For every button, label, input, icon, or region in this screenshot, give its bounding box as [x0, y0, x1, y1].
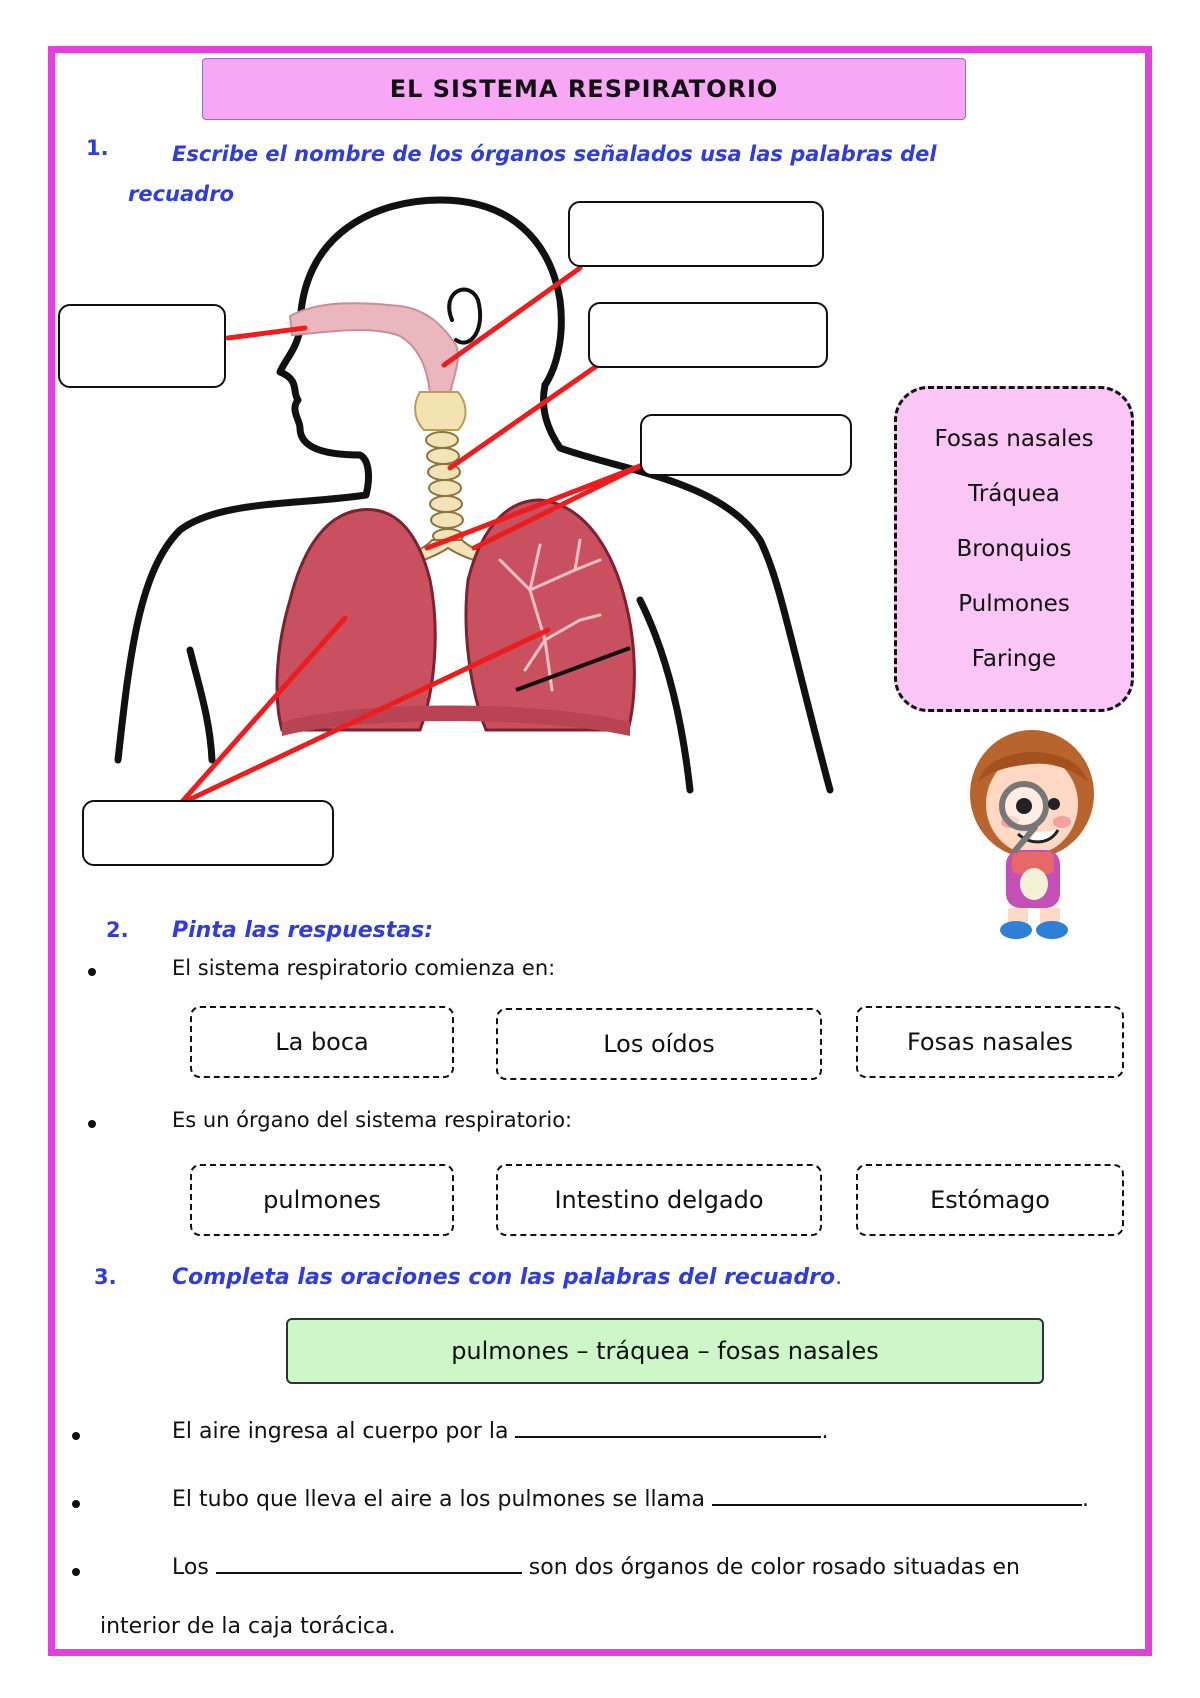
question-1-number: 1. [86, 136, 109, 160]
sentence-2-blank[interactable] [712, 1486, 1082, 1506]
sentence-1-end: . [821, 1419, 829, 1444]
bullet [72, 1568, 80, 1576]
sentence-3-text-start: Los [172, 1555, 209, 1580]
answer-box-nasal[interactable] [58, 304, 226, 388]
sentence-3 [172, 1554, 1020, 1580]
sentence-3-blank[interactable] [216, 1554, 522, 1574]
sentence-2 [172, 1486, 1089, 1512]
question-3-number: 3. [94, 1265, 117, 1289]
question-2-statement-2: Es un órgano del sistema respiratorio: [172, 1108, 573, 1132]
question-3-period: . [835, 1265, 843, 1290]
word-box [894, 386, 1134, 712]
option-intestino-delgado[interactable]: Intestino delgado [496, 1164, 822, 1236]
girl-with-magnifier-illustration [948, 722, 1118, 944]
sentence-1-text: El aire ingresa al cuerpo por la [172, 1419, 509, 1444]
sentence-2-end: . [1081, 1487, 1089, 1512]
sentence-1-blank[interactable] [515, 1418, 821, 1438]
bullet [72, 1500, 80, 1508]
word-box-item: Pulmones [958, 590, 1070, 617]
answer-box-trachea[interactable] [588, 302, 828, 368]
word-box-item: Faringe [971, 645, 1057, 672]
page-title: EL SISTEMA RESPIRATORIO [202, 58, 966, 120]
option-los-oidos[interactable]: Los oídos [496, 1008, 822, 1080]
bullet [88, 968, 96, 976]
sentence-3-text-end: son dos órganos de color rosado situadas en [528, 1555, 1021, 1580]
word-bank: pulmones – tráquea – fosas nasales [286, 1318, 1044, 1384]
word-box-item: Bronquios [956, 535, 1072, 562]
question-1-text: Escribe el nombre de los órganos señalados usa las palabras del recuadro [128, 142, 937, 206]
option-fosas-nasales[interactable]: Fosas nasales [856, 1006, 1124, 1078]
answer-box-lungs[interactable] [82, 800, 334, 866]
question-2-statement-1: El sistema respiratorio comienza en: [172, 956, 556, 980]
sentence-3-continuation: interior de la caja torácica. [100, 1614, 396, 1639]
question-2-number: 2. [106, 918, 129, 942]
sentence-2-text: El tubo que lleva el aire a los pulmones se llama [172, 1487, 705, 1512]
answer-box-pharynx[interactable] [568, 201, 824, 267]
option-la-boca[interactable]: La boca [190, 1006, 454, 1078]
answer-box-bronchi[interactable] [640, 414, 852, 476]
option-estomago[interactable]: Estómago [856, 1164, 1124, 1236]
word-box-item: Tráquea [968, 480, 1060, 507]
bullet [72, 1432, 80, 1440]
question-3-text [172, 1265, 842, 1290]
question-2-text: Pinta las respuestas: [172, 918, 434, 943]
option-pulmones[interactable]: pulmones [190, 1164, 454, 1236]
bullet [88, 1120, 96, 1128]
sentence-1 [172, 1418, 828, 1444]
question-3-text-main: Completa las oraciones con las palabras del recuadro [172, 1265, 836, 1290]
word-box-item: Fosas nasales [934, 425, 1094, 452]
